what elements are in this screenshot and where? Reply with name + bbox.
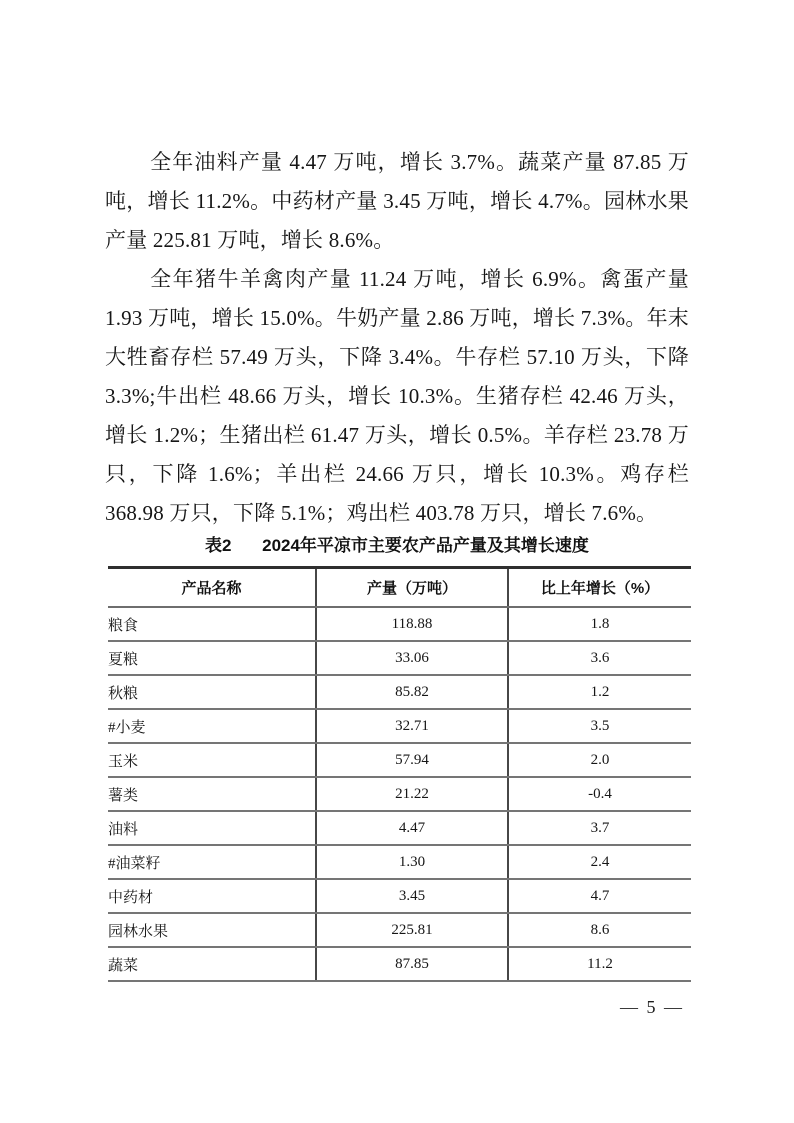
product-name-cell: 粮食 xyxy=(108,607,316,641)
product-name-cell: 秋粮 xyxy=(108,675,316,709)
paragraph-livestock-output: 全年猪牛羊禽肉产量 11.24 万吨，增长 6.9%。禽蛋产量 1.93 万吨，增长 15.0%。牛奶产量 2.86 万吨，增长 7.3%。年末大牲畜存栏 57.49 万头，下降 3.4%。牛存栏 57.10 万头，下降 3.3%;牛出栏 48.66 万头，增长 10.3%。生猪存栏 42.46 万头，增长 1.2%；生猪出栏 61.47 万头，增长 0.5%。羊存栏 23.78 万只，下降 1.6%；羊出栏 24.66 万只，增长 10.3%。鸡存栏 368.98 万只，下降 5.1%；鸡出栏 403.78 万只，增长 7.6%。 xyxy=(105,267,689,525)
growth-value-cell: 2.4 xyxy=(508,845,691,879)
output-value-cell: 85.82 xyxy=(316,675,508,709)
output-value-cell: 21.22 xyxy=(316,777,508,811)
header-row xyxy=(108,568,691,608)
growth-value-cell: 1.8 xyxy=(508,607,691,641)
output-value-cell: 3.45 xyxy=(316,879,508,913)
output-value-cell: 33.06 xyxy=(316,641,508,675)
table-row xyxy=(108,641,691,675)
body-text xyxy=(105,143,689,533)
output-value-cell: 87.85 xyxy=(316,947,508,981)
table-row xyxy=(108,879,691,913)
table-header xyxy=(108,568,691,608)
table-body xyxy=(108,607,691,981)
table-caption-title: 2024年平凉市主要农产品产量及其增长速度 xyxy=(262,536,589,555)
output-value-cell: 32.71 xyxy=(316,709,508,743)
table-row xyxy=(108,777,691,811)
paragraph-crops-output: 全年油料产量 4.47 万吨，增长 3.7%。蔬菜产量 87.85 万吨，增长 11.2%。中药材产量 3.45 万吨，增长 4.7%。园林水果产量 225.81 万吨，增长 8.6%。 xyxy=(105,150,689,252)
column-header-output: 产量（万吨） xyxy=(316,568,508,608)
growth-value-cell: 3.5 xyxy=(508,709,691,743)
product-name-cell: 园林水果 xyxy=(108,913,316,947)
table-row xyxy=(108,743,691,777)
product-name-cell: 薯类 xyxy=(108,777,316,811)
products-table xyxy=(108,566,691,982)
page-number: — 5 — xyxy=(620,997,684,1017)
output-value-cell: 225.81 xyxy=(316,913,508,947)
product-name-cell: 蔬菜 xyxy=(108,947,316,981)
output-value-cell: 1.30 xyxy=(316,845,508,879)
growth-value-cell: 3.6 xyxy=(508,641,691,675)
output-value-cell: 118.88 xyxy=(316,607,508,641)
growth-value-cell: -0.4 xyxy=(508,777,691,811)
growth-value-cell: 1.2 xyxy=(508,675,691,709)
product-name-cell: 玉米 xyxy=(108,743,316,777)
growth-value-cell: 2.0 xyxy=(508,743,691,777)
product-name-cell: #小麦 xyxy=(108,709,316,743)
table-caption-label: 表2 xyxy=(205,536,232,555)
table-row xyxy=(108,811,691,845)
product-name-cell: 夏粮 xyxy=(108,641,316,675)
column-header-growth: 比上年增长（%） xyxy=(508,568,691,608)
product-name-cell: 中药材 xyxy=(108,879,316,913)
product-name-cell: 油料 xyxy=(108,811,316,845)
growth-value-cell: 8.6 xyxy=(508,913,691,947)
output-value-cell: 4.47 xyxy=(316,811,508,845)
output-value-cell: 57.94 xyxy=(316,743,508,777)
growth-value-cell: 3.7 xyxy=(508,811,691,845)
table-row xyxy=(108,709,691,743)
table-caption xyxy=(105,531,689,556)
growth-value-cell: 11.2 xyxy=(508,947,691,981)
growth-value-cell: 4.7 xyxy=(508,879,691,913)
table-row xyxy=(108,675,691,709)
product-name-cell: #油菜籽 xyxy=(108,845,316,879)
table-row xyxy=(108,845,691,879)
table-row xyxy=(108,607,691,641)
table-row xyxy=(108,913,691,947)
column-header-product-name: 产品名称 xyxy=(108,568,316,608)
table-row xyxy=(108,947,691,981)
